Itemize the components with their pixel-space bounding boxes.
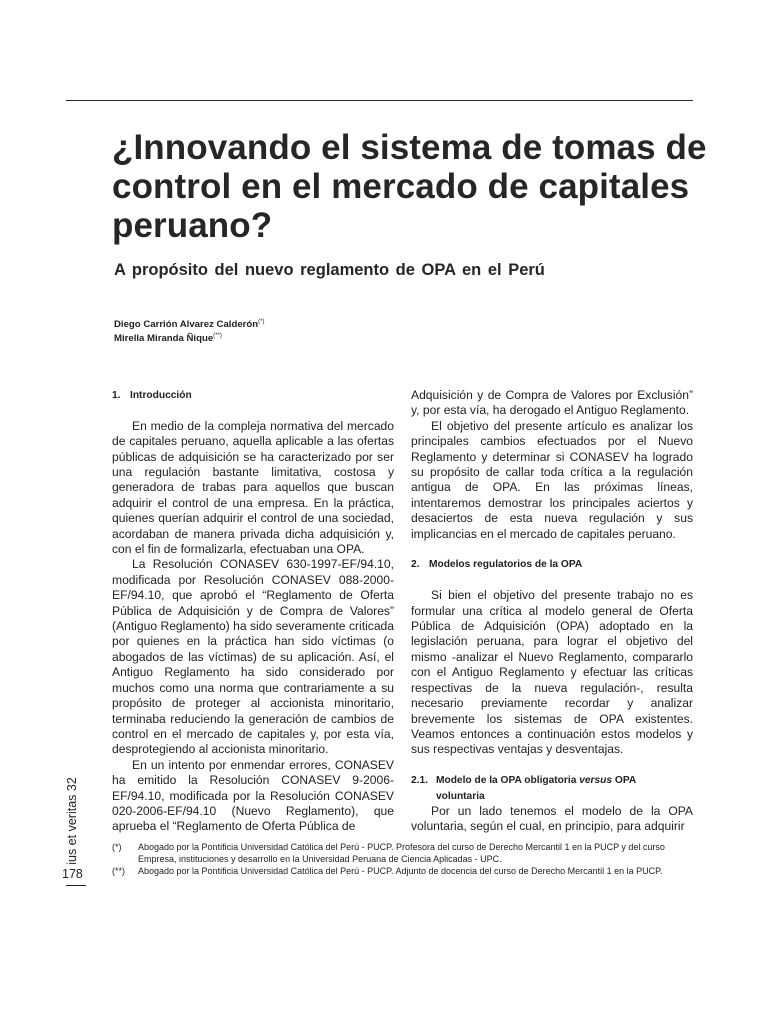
footnote-text: Abogado por la Pontificia Universidad Católica del Perú - PUCP. Profesora del curso de Derecho Mercantil 1 en la PUCP y del curso Empresa, instituciones y desarrollo en la Universidad Peruana de Ciencia Aplicadas - UPC. bbox=[138, 842, 665, 864]
footnote-text: Abogado por la Pontificia Universidad Católica del Perú - PUCP. Adjunto de docencia del curso de Derecho Mercantil 1 en la PUCP. bbox=[138, 866, 663, 876]
subsection-title-part: voluntaria bbox=[436, 790, 485, 802]
page-number-rule bbox=[66, 885, 86, 886]
subsection-heading bbox=[411, 773, 693, 804]
paragraph: El objetivo del presente artículo es analizar los principales cambios efectuados por el Nuevo Reglamento y determinar si CONASEV ha logrado su propósito de callar toda crítica a la regulación antigua de OPA. En las próximas líneas, intentaremos demostrar los principales aciertos y desaciertos de esta nueva regulación y sus implicancias en el mercado de capitales peruano. bbox=[411, 418, 693, 541]
footnote bbox=[112, 842, 694, 865]
section-heading bbox=[411, 557, 693, 572]
page-number: 178 bbox=[62, 867, 83, 881]
left-column bbox=[112, 388, 394, 835]
author-name: Mirella Miranda Ñique bbox=[114, 333, 214, 344]
section-number: 2. bbox=[411, 559, 420, 571]
author-line bbox=[114, 332, 414, 346]
author-list bbox=[114, 318, 414, 346]
section-title: Modelos regulatorios de la OPA bbox=[429, 559, 583, 571]
subsection-title-part: OPA bbox=[614, 775, 637, 787]
paragraph: En un intento por enmendar errores, CONASEV ha emitido la Resolución CONASEV 9-2006-EF/94.10, modificada por la Resolución CONASEV 020-2006-EF/94.10 (Nuevo Reglamento), que aprueba el “Reglamento de Oferta Pública de bbox=[112, 757, 394, 834]
subsection-title-emphasis: versus bbox=[579, 775, 613, 787]
top-rule bbox=[66, 100, 693, 101]
paragraph: Si bien el objetivo del presente trabajo no es formular una crítica al modelo general de Oferta Pública de Adquisición (OPA) adoptado en la legislación peruana, para lograr el objetivo del mismo -analizar el Nuevo Reglamento, compararlo con el Antiguo Reglamento y efectuar las críticas respectivas de la nueva regulación-, resulta necesario previamente recordar y analizar brevemente los sistemas de OPA existentes. Veamos entonces a continuación estos modelos y sus respectivas ventajas y desventajas. bbox=[411, 588, 693, 757]
footnote-mark: (**) bbox=[112, 866, 125, 876]
section-heading bbox=[112, 388, 394, 403]
paragraph: La Resolución CONASEV 630-1997-EF/94.10, modificada por Resolución CONASEV 088-2000-EF/94.10, que aprobó el “Reglamento de Oferta Pública de Adquisición y de Compra de Valores” (Antiguo Reglamento) ha sido severamente criticada por quienes en la práctica han sido víctimas (o abogados de las víctimas) de su aplicación. Así, el Antiguo Reglamento ha sido considerado por muchos como una norma que contrariamente a su propósito de proteger al accionista minoritario, terminaba reduciendo la generación de cambios de control en el mercado de capitales y, por esta vía, desprotegiendo al accionista minoritario. bbox=[112, 557, 394, 757]
author-note-mark: (*) bbox=[258, 319, 265, 325]
article-subtitle: A propósito del nuevo reglamento de OPA en el Perú bbox=[114, 261, 545, 279]
footnote-mark: (*) bbox=[112, 842, 122, 852]
subsection-number: 2.1. bbox=[411, 775, 428, 787]
author-note-mark: (**) bbox=[213, 333, 222, 339]
paragraph: Adquisición y de Compra de Valores por Exclusión” y, por esta vía, ha derogado el Antiguo Reglamento. bbox=[411, 388, 693, 418]
author-name: Diego Carrión Alvarez Calderón bbox=[114, 319, 259, 330]
journal-name-vertical bbox=[64, 777, 80, 865]
footnotes bbox=[112, 842, 694, 879]
journal-name: ius et veritas 32 bbox=[65, 777, 79, 865]
author-line bbox=[114, 318, 414, 332]
paragraph: Por un lado tenemos el modelo de la OPA voluntaria, según el cual, en principio, para adquirir bbox=[411, 803, 693, 834]
article-title: ¿Innovando el sistema de tomas de control en el mercado de capitales peruano? bbox=[112, 128, 707, 245]
right-column bbox=[411, 388, 693, 835]
subsection-title-part: Modelo de la OPA obligatoria bbox=[436, 775, 577, 787]
footnote bbox=[112, 866, 694, 878]
section-title: Introducción bbox=[130, 390, 192, 401]
paragraph: En medio de la compleja normativa del mercado de capitales peruano, aquella aplicable a las ofertas públicas de adquisición se ha caracterizado por ser una regulación bastante limitativa, costosa y generadora de trabas para aquellos que buscan adquirir el control de una empresa. En la práctica, quienes querían adquirir el control de una sociedad, acordaban de manera privada dicha adquisición y, con el fin de formalizarla, efectuaban una OPA. bbox=[112, 418, 394, 557]
section-number: 1. bbox=[112, 390, 121, 401]
